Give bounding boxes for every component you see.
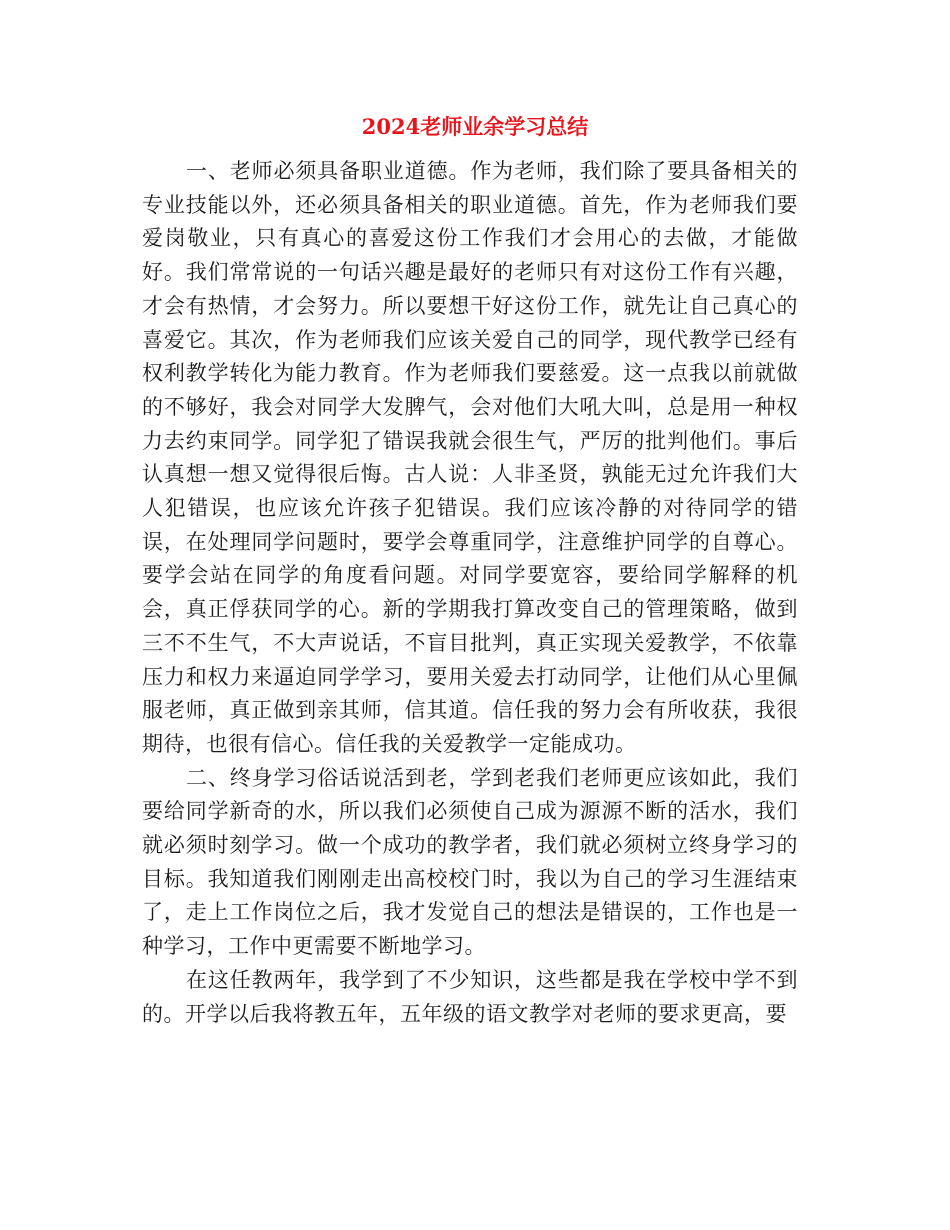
document-title: 2024老师业余学习总结 [361,114,589,139]
paragraph-2: 二、终身学习俗话说活到老，学到老我们老师更应该如此，我们要给同学新奇的水，所以我们必须使自己成为源源不断的活水，我们就必须时刻学习。做一个成功的教学者，我们就必须树立终身学习的目标。我知道我们刚刚走出高校校门时，我以为自己的学习生涯结束了，走上工作岗位之后，我才发觉自己的想法是错误的，工作也是一种学习，工作中更需要不断地学习。 [142,765,798,959]
paragraph-3: 在这任教两年，我学到了不少知识，这些都是我在学校中学不到的。开学以后我将教五年，五年级的语文教学对老师的要求更高，要 [142,967,798,1026]
paragraph-1: 一、老师必须具备职业道德。作为老师，我们除了要具备相关的专业技能以外，还必须具备相关的职业道德。首先，作为老师我们要爱岗敬业，只有真心的喜爱这份工作我们才会用心的去做，才能做好。我们常常说的一句话兴趣是最好的老师只有对这份工作有兴趣，才会有热情，才会努力。所以要想干好这份工作，就先让自己真心的喜爱它。其次，作为老师我们应该关爱自己的同学，现代教学已经有权利教学转化为能力教育。作为老师我们要慈爱。这一点我以前就做的不够好，我会对同学大发脾气，会对他们大吼大叫，总是用一种权力去约束同学。同学犯了错误我就会很生气，严厉的批判他们。事后认真想一想又觉得很后悔。古人说：人非圣贤，孰能无过允许我们大人犯错误，也应该允许孩子犯错误。我们应该冷静的对待同学的错误，在处理同学问题时，要学会尊重同学，注意维护同学的自尊心。要学会站在同学的角度看问题。对同学要宽容，要给同学解释的机会，真正俘获同学的心。新的学期我打算改变自己的管理策略，做到三不不生气，不大声说话，不盲目批判，真正实现关爱教学，不依靠压力和权力来逼迫同学学习，要用关爱去打动同学，让他们从心里佩服老师，真正做到亲其师，信其道。信任我的努力会有所收获，我很期待，也很有信心。信任我的关爱教学一定能成功。 [142,159,798,756]
document-body [142,155,798,1031]
